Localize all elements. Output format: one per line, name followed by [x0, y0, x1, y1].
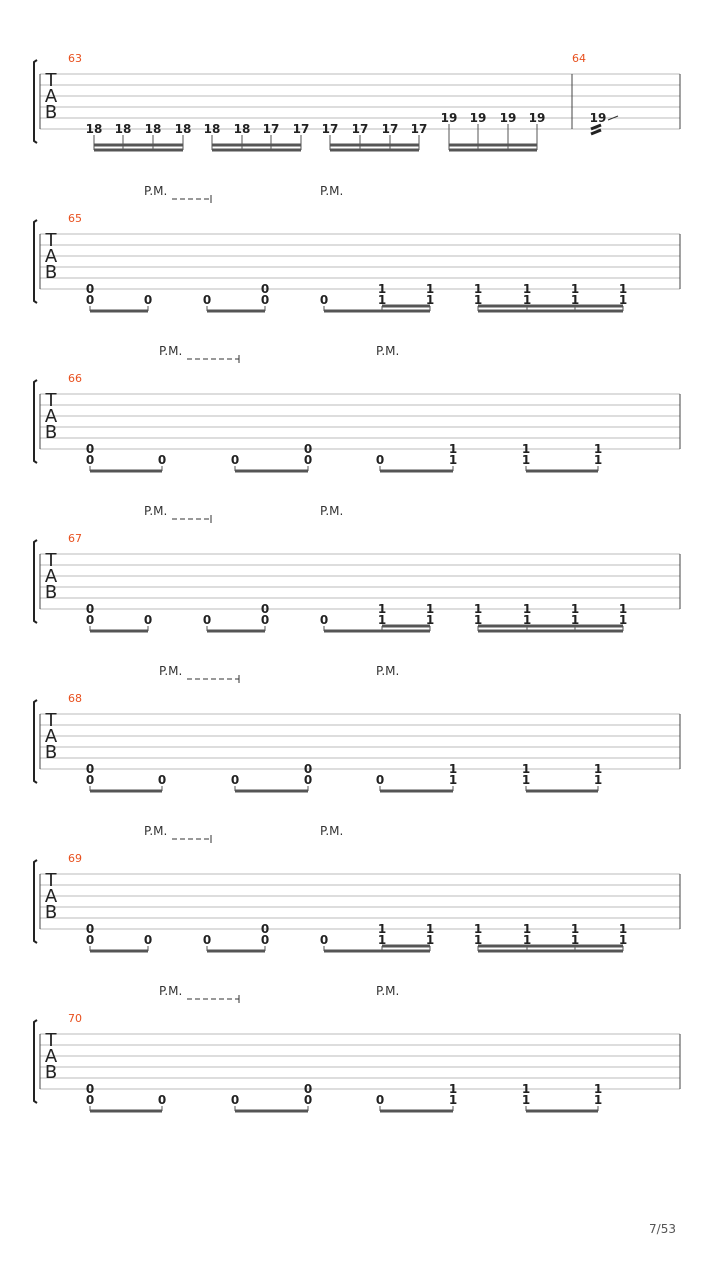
fret-number: 1 — [473, 922, 483, 936]
fret-number: 18 — [114, 122, 132, 136]
fret-number: 18 — [233, 122, 251, 136]
beam-group — [203, 922, 269, 951]
fret-number: 1 — [570, 282, 580, 296]
fret-number: 0 — [260, 282, 270, 296]
tab-system — [34, 52, 680, 150]
fret-number: 0 — [85, 602, 95, 616]
tab-clef-letter: T — [45, 230, 57, 251]
tab-clef-letter: B — [44, 1062, 58, 1083]
fret-number: 0 — [202, 613, 212, 627]
beam-group — [474, 922, 627, 951]
fret-number: 1 — [570, 602, 580, 616]
fret-number: 0 — [157, 1093, 167, 1107]
fret-number: 17 — [410, 122, 428, 136]
fret-number: 1 — [448, 1082, 458, 1096]
tab-system — [34, 504, 680, 631]
fret-number: 19 — [440, 111, 458, 125]
fret-number: 17 — [292, 122, 310, 136]
fret-number: 1 — [425, 613, 435, 627]
fret-number: 0 — [143, 933, 153, 947]
fret-number: 1 — [521, 1093, 531, 1107]
beam-group — [322, 122, 428, 150]
tab-clef-letter: B — [44, 102, 58, 123]
fret-number: 0 — [319, 933, 329, 947]
fret-number: 0 — [319, 293, 329, 307]
beam-group — [231, 762, 312, 791]
fret-number: 1 — [593, 762, 603, 776]
palm-mute-label: P.M. — [320, 504, 344, 518]
fret-number: 17 — [381, 122, 399, 136]
beam-group — [474, 282, 627, 311]
system-bracket — [34, 860, 37, 943]
palm-mute-label: P.M. — [159, 344, 183, 358]
tab-clef-letter: A — [44, 886, 58, 907]
fret-number: 1 — [570, 293, 580, 307]
tab-clef-letter: B — [44, 902, 58, 923]
beam-group — [320, 602, 434, 631]
tab-clef-letter: T — [45, 870, 57, 891]
palm-mute-label: P.M. — [376, 664, 400, 678]
beam-group — [86, 282, 152, 311]
beam-group — [203, 602, 269, 631]
fret-number: 0 — [230, 453, 240, 467]
page-number: 7/53 — [649, 1222, 676, 1236]
palm-mute-label: P.M. — [376, 984, 400, 998]
fret-number: 1 — [473, 602, 483, 616]
fret-number: 1 — [473, 293, 483, 307]
fret-number: 0 — [230, 773, 240, 787]
fret-number: 1 — [570, 933, 580, 947]
fret-number: 1 — [473, 613, 483, 627]
fret-number: 1 — [448, 1093, 458, 1107]
fret-number: 1 — [618, 602, 628, 616]
tremolo-mark — [591, 130, 601, 134]
fret-number: 0 — [85, 293, 95, 307]
fret-number: 1 — [593, 453, 603, 467]
palm-mute-label: P.M. — [320, 184, 344, 198]
tab-system — [34, 184, 680, 311]
fret-number: 1 — [593, 773, 603, 787]
beam-group — [376, 1082, 457, 1111]
tremolo-mark — [591, 125, 601, 129]
palm-mute-label: P.M. — [144, 824, 168, 838]
beam-group — [86, 1082, 166, 1111]
fret-number: 0 — [143, 293, 153, 307]
fret-number: 1 — [448, 442, 458, 456]
fret-number: 1 — [473, 282, 483, 296]
measure-number: 65 — [68, 212, 82, 225]
beam-group — [376, 762, 457, 791]
tab-clef-letter: T — [45, 710, 57, 731]
fret-number: 0 — [260, 293, 270, 307]
fret-number: 0 — [157, 453, 167, 467]
fret-number: 0 — [85, 922, 95, 936]
fret-number: 0 — [85, 613, 95, 627]
fret-number: 0 — [260, 922, 270, 936]
fret-number: 1 — [377, 613, 387, 627]
fret-number: 1 — [425, 922, 435, 936]
fret-number: 1 — [425, 933, 435, 947]
fret-number: 1 — [593, 1093, 603, 1107]
fret-number: 1 — [521, 1082, 531, 1096]
fret-number: 1 — [522, 922, 532, 936]
measure-number: 63 — [68, 52, 82, 65]
fret-number: 0 — [85, 1093, 95, 1107]
fret-number: 0 — [303, 773, 313, 787]
tab-clef-letter: B — [44, 582, 58, 603]
fret-number: 19 — [528, 111, 546, 125]
beam-group — [231, 1082, 312, 1111]
fret-number: 1 — [618, 293, 628, 307]
fret-number: 0 — [85, 1082, 95, 1096]
beam-group — [376, 442, 457, 471]
beam-group — [203, 282, 269, 311]
fret-number: 1 — [522, 933, 532, 947]
fret-number: 0 — [202, 293, 212, 307]
fret-number: 1 — [522, 613, 532, 627]
fret-number: 18 — [144, 122, 162, 136]
tab-clef-letter: B — [44, 422, 58, 443]
fret-number: 0 — [260, 933, 270, 947]
fret-number: 1 — [425, 282, 435, 296]
fret-number: 1 — [618, 933, 628, 947]
palm-mute-label: P.M. — [159, 664, 183, 678]
fret-number: 1 — [570, 613, 580, 627]
fret-number: 0 — [375, 453, 385, 467]
system-bracket — [34, 540, 37, 623]
fret-number: 1 — [377, 293, 387, 307]
fret-number: 0 — [303, 1093, 313, 1107]
tab-system — [34, 344, 680, 471]
beam-group — [86, 602, 152, 631]
beam-group — [441, 111, 546, 150]
beam-group — [86, 122, 192, 150]
beam-group — [320, 922, 434, 951]
beam-group — [522, 762, 602, 791]
beam-group — [86, 762, 166, 791]
fret-number: 1 — [448, 453, 458, 467]
system-bracket — [34, 700, 37, 783]
fret-number: 1 — [618, 613, 628, 627]
palm-mute-label: P.M. — [320, 824, 344, 838]
beam-group — [522, 442, 602, 471]
fret-number: 17 — [351, 122, 369, 136]
tab-clef-letter: A — [44, 86, 58, 107]
measure-number: 69 — [68, 852, 82, 865]
fret-number: 1 — [522, 282, 532, 296]
system-bracket — [34, 60, 37, 143]
tab-clef-letter: A — [44, 566, 58, 587]
beam-group — [204, 122, 310, 150]
fret-number: 1 — [377, 282, 387, 296]
tab-clef-letter: A — [44, 406, 58, 427]
fret-number: 1 — [448, 762, 458, 776]
fret-number: 0 — [85, 762, 95, 776]
fret-number: 0 — [303, 442, 313, 456]
tab-clef-letter: B — [44, 262, 58, 283]
fret-number: 0 — [157, 773, 167, 787]
fret-number: 0 — [230, 1093, 240, 1107]
fret-number: 17 — [262, 122, 280, 136]
fret-number: 0 — [85, 773, 95, 787]
tab-clef-letter: T — [45, 550, 57, 571]
palm-mute-label: P.M. — [376, 344, 400, 358]
fret-number: 18 — [203, 122, 221, 136]
fret-number: 1 — [377, 933, 387, 947]
measure-number: 67 — [68, 532, 82, 545]
fret-number: 0 — [85, 453, 95, 467]
palm-mute-label: P.M. — [144, 184, 168, 198]
beam-group — [474, 602, 627, 631]
fret-number: 0 — [375, 773, 385, 787]
fret-number: 1 — [521, 453, 531, 467]
measure-number: 66 — [68, 372, 82, 385]
fret-number: 1 — [377, 602, 387, 616]
system-bracket — [34, 220, 37, 303]
system-bracket — [34, 1020, 37, 1103]
fret-number: 1 — [618, 922, 628, 936]
fret-number: 0 — [260, 613, 270, 627]
beam-group — [522, 1082, 602, 1111]
fret-number: 0 — [375, 1093, 385, 1107]
fret-number: 1 — [521, 442, 531, 456]
fret-number: 1 — [593, 442, 603, 456]
fret-number: 1 — [570, 922, 580, 936]
fret-number: 19 — [499, 111, 517, 125]
fret-number: 1 — [522, 602, 532, 616]
fret-number: 0 — [85, 933, 95, 947]
fret-number: 1 — [473, 933, 483, 947]
fret-number: 0 — [202, 933, 212, 947]
fret-number: 0 — [143, 613, 153, 627]
system-bracket — [34, 380, 37, 463]
tab-clef-letter: B — [44, 742, 58, 763]
tab-clef-letter: A — [44, 1046, 58, 1067]
fret-number: 19 — [469, 111, 487, 125]
fret-number: 0 — [303, 453, 313, 467]
tab-clef-letter: T — [45, 390, 57, 411]
tab-clef-letter: A — [44, 726, 58, 747]
fret-number: 0 — [260, 602, 270, 616]
fret-number: 1 — [618, 282, 628, 296]
fret-number: 1 — [521, 773, 531, 787]
beam-group — [320, 282, 434, 311]
measure-number: 70 — [68, 1012, 82, 1025]
fret-number: 0 — [303, 762, 313, 776]
tab-clef-letter: A — [44, 246, 58, 267]
fret-number: 1 — [425, 293, 435, 307]
tab-system — [34, 664, 680, 791]
fret-number: 0 — [319, 613, 329, 627]
fret-number: 1 — [448, 773, 458, 787]
fret-number: 1 — [521, 762, 531, 776]
tab-system — [34, 824, 680, 951]
fret-number: 1 — [522, 293, 532, 307]
fret-number: 19 — [589, 111, 607, 125]
beam-group — [86, 922, 152, 951]
tab-clef-letter: T — [45, 70, 57, 91]
tab-clef-letter: T — [45, 1030, 57, 1051]
fret-number: 0 — [303, 1082, 313, 1096]
fret-number: 18 — [174, 122, 192, 136]
palm-mute-label: P.M. — [159, 984, 183, 998]
fret-number: 1 — [593, 1082, 603, 1096]
fret-number: 17 — [321, 122, 339, 136]
tab-system — [34, 984, 680, 1111]
fret-number: 0 — [85, 442, 95, 456]
fret-number: 18 — [85, 122, 103, 136]
fret-number: 1 — [425, 602, 435, 616]
beam-group — [231, 442, 312, 471]
beam-group — [86, 442, 166, 471]
measure-number: 68 — [68, 692, 82, 705]
fret-number: 1 — [377, 922, 387, 936]
fret-number: 0 — [85, 282, 95, 296]
measure-number: 64 — [572, 52, 586, 65]
palm-mute-label: P.M. — [144, 504, 168, 518]
